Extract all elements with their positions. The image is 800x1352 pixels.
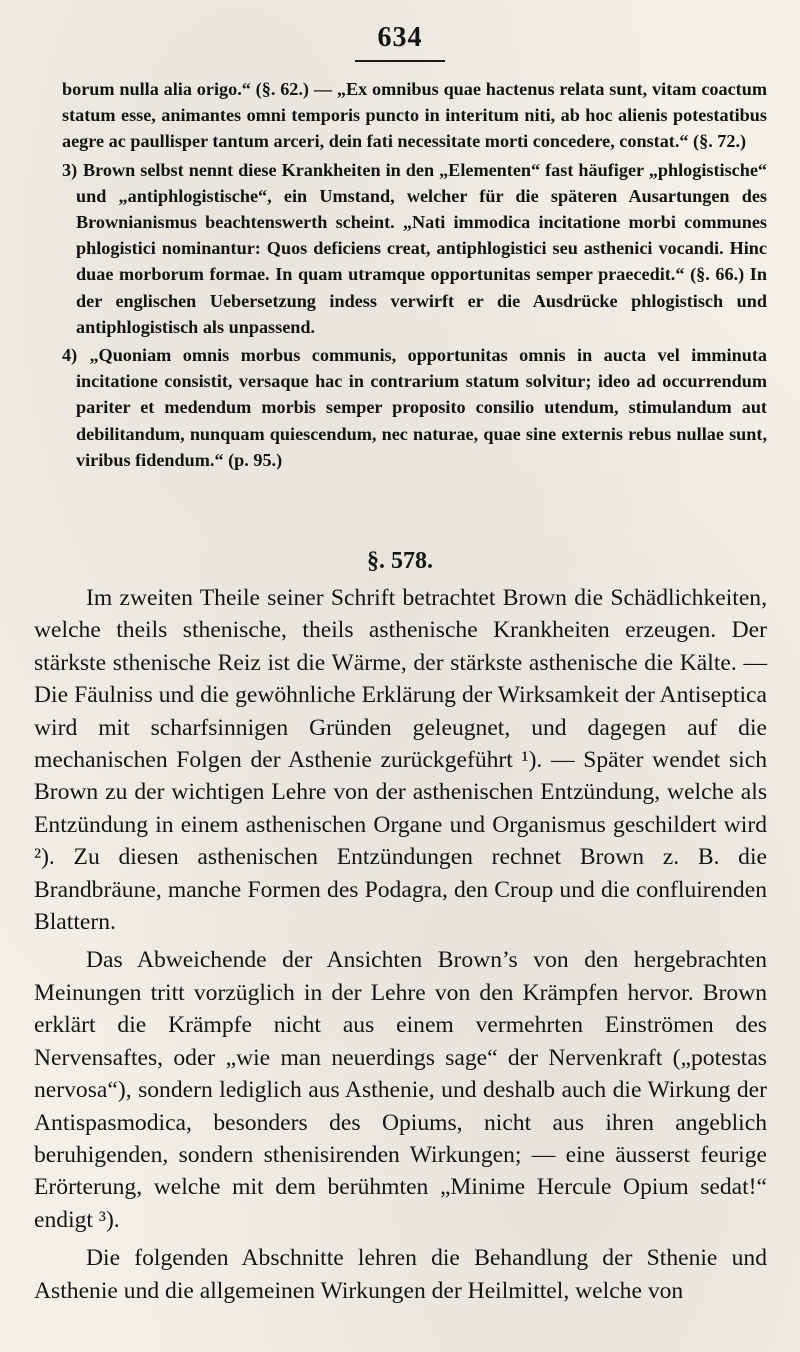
footnote-text: Brown selbst nennt diese Krankheiten in den „Elementen“ fast häufiger „phlogistische“ und „antiphlogistische“, ein Umstand, welcher für die späteren Ausartungen des Brownianismus beachtenswerth scheint. „Nati immodica incitatione morbi communes phlogistici nominantur: Quos deficiens creat, antiphlogistici seu asthenici vocandi. Hinc duae morborum formae. In quam utramque opportunitas semper praecedit.“ (§. 66.) In der englischen Uebersetzung indess verwirft er die Ausdrücke phlogistisch und antiphlogistisch als unpassend.	[76, 159, 767, 337]
paragraph: Im zweiten Theile seiner Schrift betrachtet Brown die Schädlichkeiten, welche theils sthenische, theils asthenische Krankheiten erzeugen. Der stärkste sthenische Reiz ist die Wärme, der stärkste asthenische die Kälte. — Die Fäulniss und die gewöhnliche Erklärung der Wirksamkeit der Antiseptica wird mit scharfsinnigen Gründen geleugnet, und dagegen auf die mechanischen Folgen der Asthenie zurückgeführt ¹). — Später wendet sich Brown zu der wichtigen Lehre von der asthenischen Entzündung, welche als Entzündung in einem asthenischen Organe und Organismus geschildert wird ²). Zu diesen asthenischen Entzündungen rechnet Brown z. B. die Brandbräune, manche Formen des Podagra, den Croup und die confluirenden Blattern.	[34, 585, 767, 936]
footnote-4	[62, 342, 767, 473]
paragraph: Die folgenden Abschnitte lehren die Behandlung der Sthenie und Asthenie und die allgemeinen Wirkungen der Heilmittel, welche von	[34, 1245, 767, 1304]
footnote-continuation	[62, 76, 767, 155]
footnote-number: 4)	[62, 345, 78, 366]
header-rule	[355, 60, 445, 62]
footnote-number: 3)	[62, 159, 78, 180]
section-heading: §. 578.	[367, 548, 433, 574]
footnote-text: borum nulla alia origo.“ (§. 62.) — „Ex omnibus quae hactenus relata sunt, vitam coactum statum esse, animantes omni temporis puncto in interitum niti, ab hoc alienis potestatibus aegre ac paullisper tantum arceri, dein fati necessitate morti concedere, constat.“ (§. 72.)	[62, 79, 767, 152]
footnote-text: „Quoniam omnis morbus communis, opportunitas omnis in aucta vel imminuta incitatione consistit, versaque hac in contrarium statum solvitur; ideo ad occurrendum pariter et medendum morbis semper proposito consilio utendum, stimulandum aut debilitandum, nunquam quiescendum, nec naturae, quae sine externis rebus nullae sunt, viribus fidendum.“ (p. 95.)	[76, 345, 767, 470]
paragraph: Das Abweichende der Ansichten Brown’s von den hergebrachten Meinungen tritt vorzüglich in der Lehre von den Krämpfen hervor. Brown erklärt die Krämpfe nicht aus einem vermehrten Einströmen des Nervensaftes, oder „wie man neuerdings sage“ der Nervenkraft („potestas nervosa“), sondern lediglich aus Asthenie, und deshalb auch die Wirkung der Antispasmodica, besonders des Opiums, nicht aus ihren angeblich beruhigenden, sondern sthenisirenden Wirkungen; — eine äusserst feurige Erörterung, welche mit dem berühmten „Minime Hercule Opium sedat!“ endigt ³).	[34, 947, 767, 1233]
main-text	[34, 582, 767, 1313]
footnote-3	[62, 157, 767, 340]
footnotes-block	[62, 76, 767, 475]
page-number: 634	[377, 22, 423, 53]
